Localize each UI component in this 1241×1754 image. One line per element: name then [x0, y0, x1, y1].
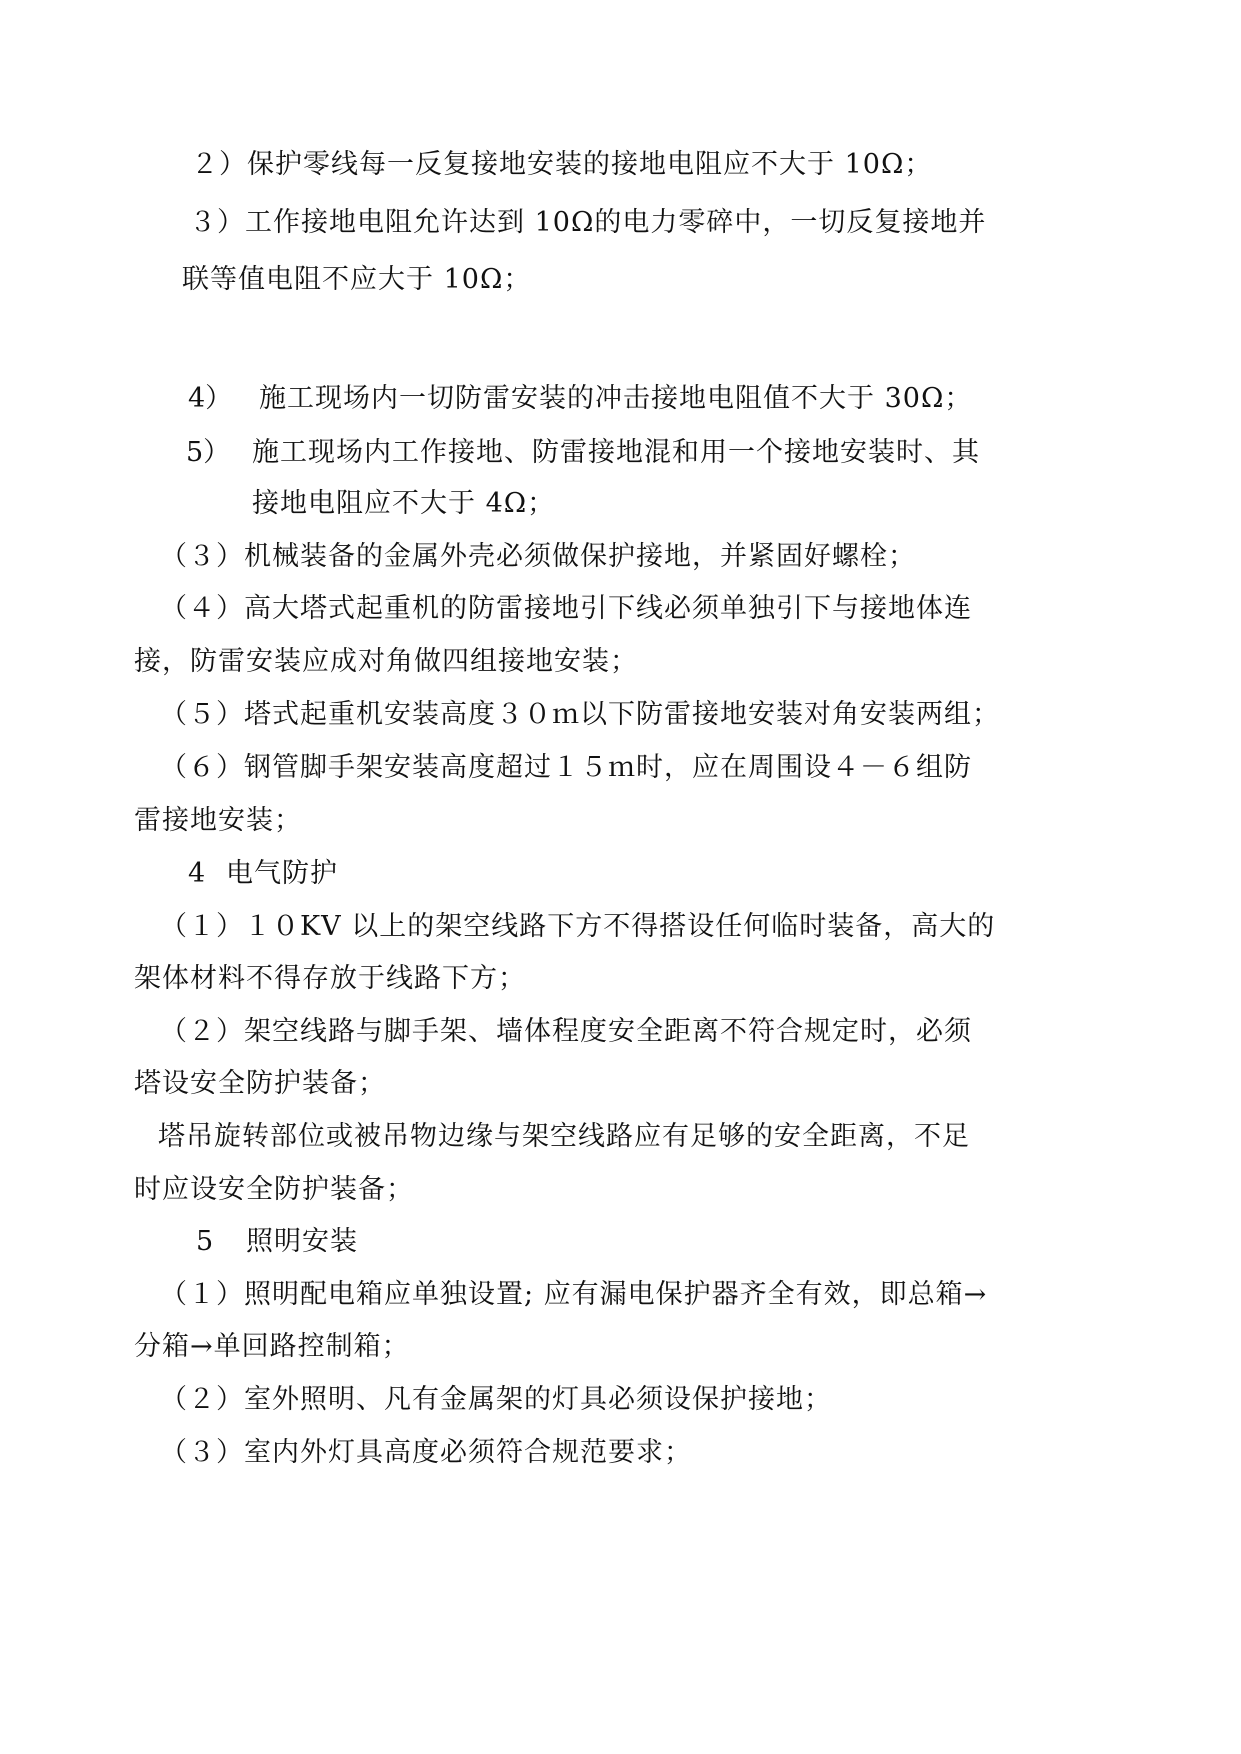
text-line: 时应设安全防护装备； [134, 1174, 414, 1205]
text-line: 接，防雷安装应成对角做四组接地安装； [134, 646, 638, 677]
text-line: ２）保护零线每一反复接地安装的接地电阻应不大于 10Ω； [191, 149, 933, 180]
text-line: 塔设安全防护装备； [134, 1068, 386, 1099]
text-line: （６）钢管脚手架安装高度超过１５ｍ时，应在周围设４－６组防 [160, 752, 972, 783]
text-line: （１）照明配电箱应单独设置; 应有漏电保护器齐全有效，即总箱→ [160, 1279, 988, 1310]
text-line: 接地电阻应不大于 4Ω； [252, 488, 556, 519]
text-line: （１）１０KV 以上的架空线路下方不得搭设任何临时装备，高大的 [160, 911, 996, 942]
section-heading: 电气防护 [226, 858, 338, 889]
text-line: 雷接地安装； [134, 805, 302, 836]
list-number: 5） [186, 437, 231, 468]
text-line: （２）架空线路与脚手架、墙体程度安全距离不符合规定时，必须 [160, 1016, 972, 1047]
text-line: 架体材料不得存放于线路下方； [134, 963, 526, 994]
text-line: （３）机械装备的金属外壳必须做保护接地，并紧固好螺栓； [160, 541, 916, 572]
text-line: ３）工作接地电阻允许达到 10Ω的电力零碎中，一切反复接地并 [189, 207, 987, 238]
text-line: 施工现场内工作接地、防雷接地混和用一个接地安装时、其 [252, 437, 980, 468]
text-line: 塔吊旋转部位或被吊物边缘与架空线路应有足够的安全距离，不足 [158, 1121, 970, 1152]
section-number: 5 [196, 1226, 214, 1257]
section-number: 4 [188, 858, 206, 889]
text-line: （２）室外照明、凡有金属架的灯具必须设保护接地； [160, 1384, 832, 1415]
section-heading: 照明安装 [246, 1226, 358, 1257]
text-line: 分箱→单回路控制箱； [134, 1331, 410, 1362]
text-line: （５）塔式起重机安装高度３０ｍ以下防雷接地安装对角安装两组； [160, 699, 1000, 730]
text-line: （３）室内外灯具高度必须符合规范要求； [160, 1437, 692, 1468]
text-line: （４）高大塔式起重机的防雷接地引下线必须单独引下与接地体连 [160, 593, 972, 624]
text-line: 施工现场内一切防雷安装的冲击接地电阻值不大于 30Ω； [259, 383, 973, 414]
text-line: 联等值电阻不应大于 10Ω； [182, 264, 532, 295]
list-number: 4） [188, 383, 233, 414]
